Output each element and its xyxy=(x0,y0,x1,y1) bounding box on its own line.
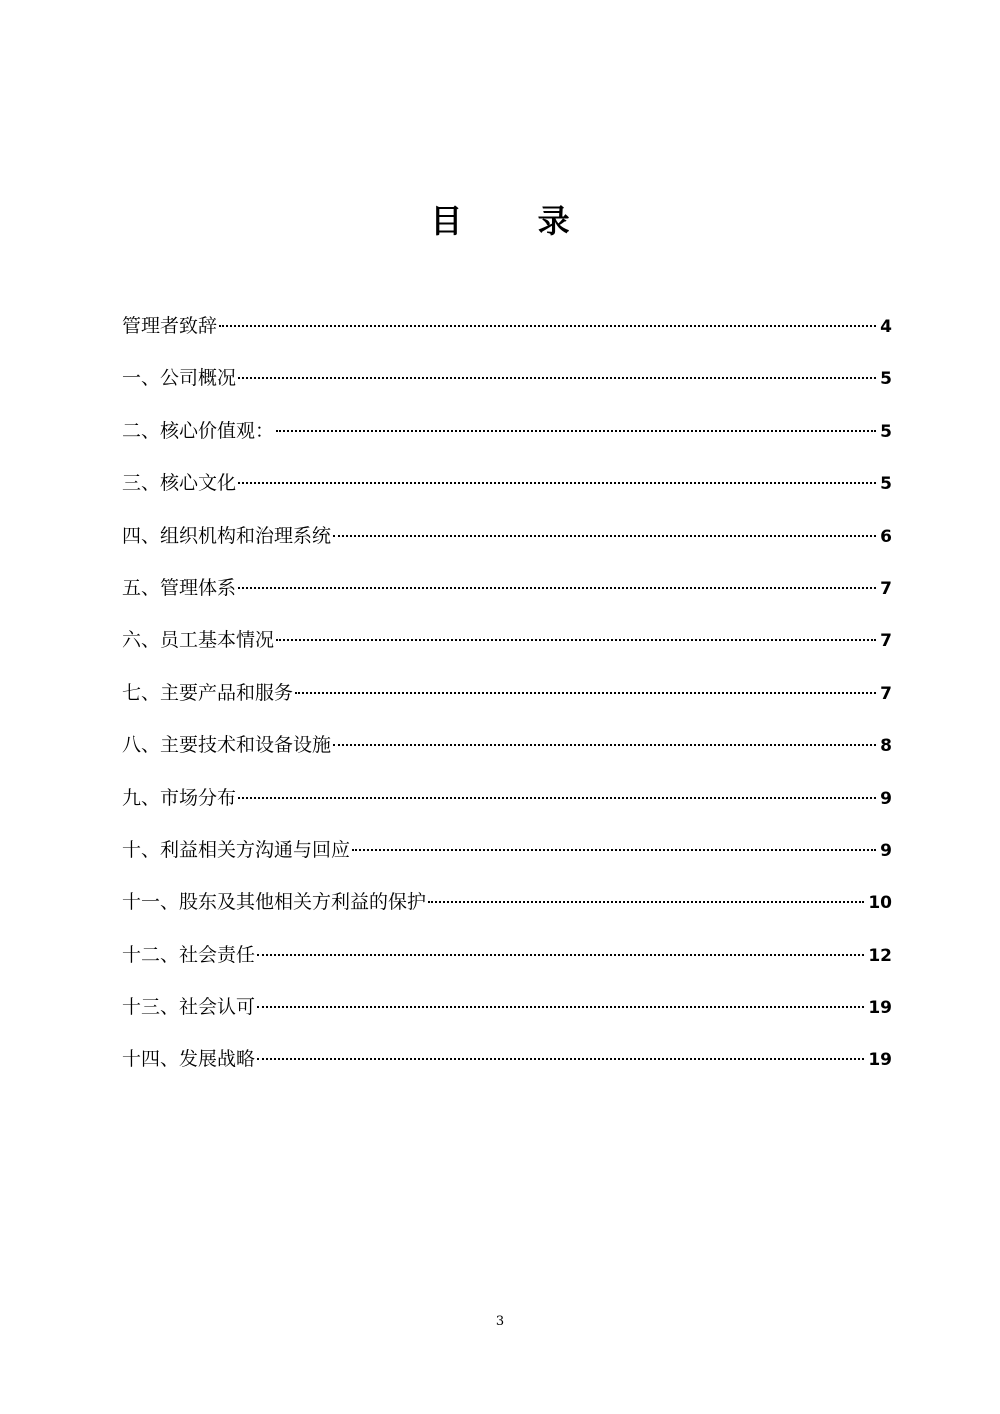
toc-entry-page: 4 xyxy=(880,317,892,337)
toc-entry-label: 十一、股东及其他相关方利益的保护 xyxy=(122,891,427,914)
toc-dot-leader xyxy=(276,430,876,432)
toc-dot-leader xyxy=(257,954,864,956)
toc-entry[interactable] xyxy=(122,519,892,571)
toc-entry[interactable] xyxy=(122,885,892,937)
toc-entry-label: 十、利益相关方沟通与回应 xyxy=(122,838,351,861)
toc-entry-label: 八、主要技术和设备设施 xyxy=(122,734,332,757)
toc-entry-page: 9 xyxy=(880,788,892,809)
toc-entry[interactable] xyxy=(122,781,892,833)
toc-entry-page: 19 xyxy=(868,1050,892,1071)
toc-entry-label: 十二、社会责任 xyxy=(122,943,256,966)
toc-entry-label: 九、市场分布 xyxy=(122,786,237,809)
toc-entry[interactable] xyxy=(122,938,892,990)
toc-dot-leader xyxy=(257,1058,864,1060)
toc-list xyxy=(122,309,892,1095)
toc-entry-page: 7 xyxy=(880,683,892,704)
toc-dot-leader xyxy=(333,744,876,746)
toc-entry-label: 二、核心价值观： xyxy=(122,419,275,442)
toc-entry[interactable] xyxy=(122,728,892,780)
toc-entry-page: 8 xyxy=(880,736,892,757)
toc-entry[interactable] xyxy=(122,466,892,518)
toc-entry-label: 四、组织机构和治理系统 xyxy=(122,524,332,547)
toc-entry-page: 6 xyxy=(880,526,892,547)
toc-entry-page: 5 xyxy=(880,421,892,442)
toc-dot-leader xyxy=(295,692,876,694)
toc-entry-page: 7 xyxy=(880,631,892,652)
toc-entry-page: 5 xyxy=(880,474,892,495)
toc-entry[interactable] xyxy=(122,1042,892,1094)
toc-entry[interactable] xyxy=(122,833,892,885)
toc-dot-leader xyxy=(257,1006,864,1008)
toc-entry-label: 一、公司概况 xyxy=(122,367,237,390)
toc-dot-leader xyxy=(428,901,864,903)
toc-entry[interactable] xyxy=(122,414,892,466)
toc-entry-page: 5 xyxy=(880,369,892,390)
toc-dot-leader xyxy=(238,587,876,589)
toc-entry-label: 七、主要产品和服务 xyxy=(122,681,294,704)
toc-entry-label: 十三、社会认可 xyxy=(122,996,256,1019)
toc-dot-leader xyxy=(333,535,876,537)
toc-title: 目 录 xyxy=(430,202,602,240)
toc-entry-label: 五、管理体系 xyxy=(122,576,237,599)
toc-entry-label: 十四、发展战略 xyxy=(122,1048,256,1071)
toc-entry[interactable] xyxy=(122,623,892,675)
toc-entry[interactable] xyxy=(122,571,892,623)
toc-entry-label: 三、核心文化 xyxy=(122,472,237,495)
toc-entry[interactable] xyxy=(122,361,892,413)
toc-entry-label: 管理者致辞 xyxy=(122,315,218,337)
toc-dot-leader xyxy=(276,639,876,641)
toc-entry-page: 7 xyxy=(880,578,892,599)
toc-entry-page: 9 xyxy=(880,840,892,861)
toc-entry-page: 12 xyxy=(868,945,892,966)
toc-entry[interactable] xyxy=(122,676,892,728)
toc-entry-page: 19 xyxy=(868,998,892,1019)
page-number: 3 xyxy=(495,1314,505,1329)
toc-dot-leader xyxy=(219,325,876,327)
toc-dot-leader xyxy=(238,482,876,484)
toc-entry-label: 六、员工基本情况 xyxy=(122,629,275,652)
toc-entry[interactable] xyxy=(122,990,892,1042)
toc-dot-leader xyxy=(352,849,876,851)
toc-entry[interactable] xyxy=(122,309,892,361)
toc-dot-leader xyxy=(238,797,876,799)
toc-entry-page: 10 xyxy=(868,893,892,914)
toc-dot-leader xyxy=(238,377,876,379)
